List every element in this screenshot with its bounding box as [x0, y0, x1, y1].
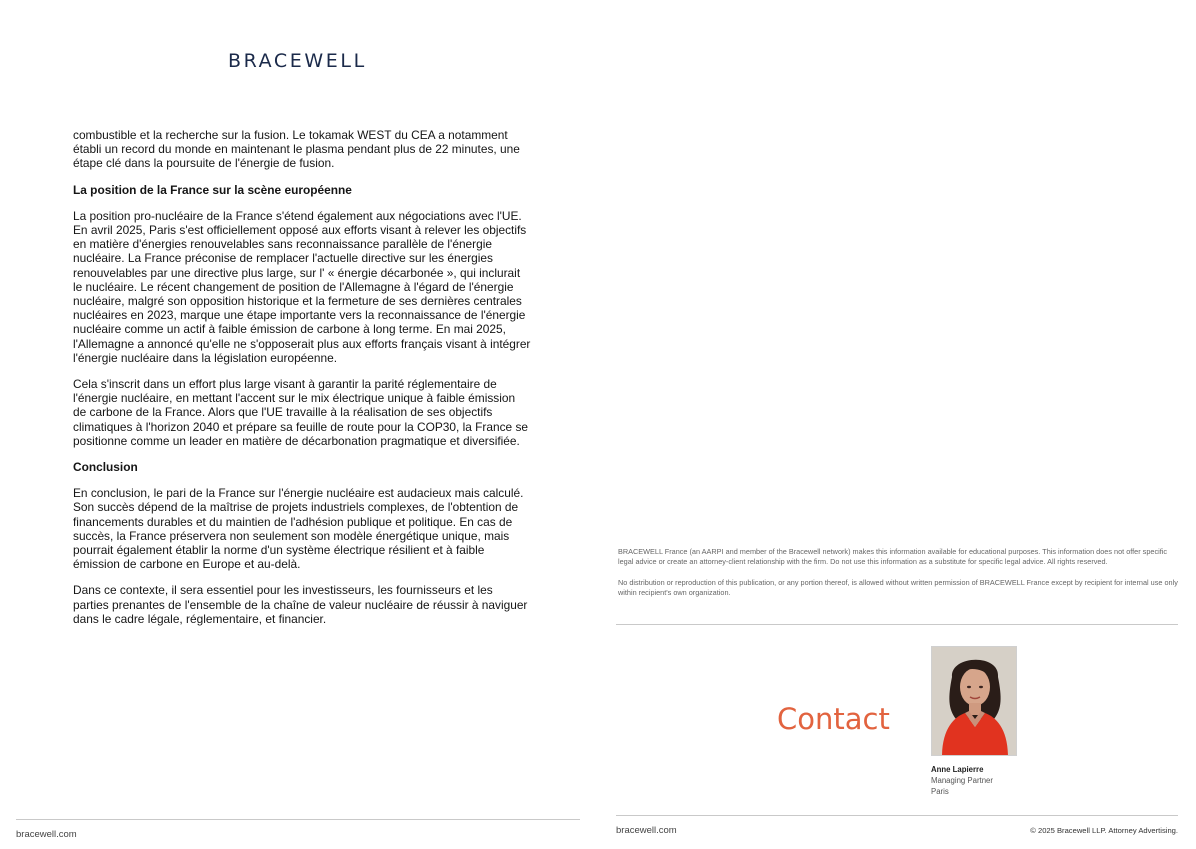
article-body: [73, 128, 531, 638]
portrait-illustration: [932, 647, 1017, 756]
person-role: Managing Partner: [931, 776, 993, 785]
left-footer-divider: [16, 819, 580, 820]
person-city: Paris: [931, 787, 949, 796]
disclaimer: [618, 547, 1178, 609]
disclaimer-educational: BRACEWELL France (an AARPI and member of the Bracewell network) makes this information available for educational purposes. This information does not offer specific legal advice or create an attorney-client relationship with the firm. Do not use this information as a substitute for specific legal advice. All rights reserved.: [618, 547, 1168, 567]
paragraph-intro: combustible et la recherche sur la fusion. Le tokamak WEST du CEA a notamment établi un record du monde en maintenant le plasma pendant plus de 22 minutes, une étape clé dans la poursuite de l'énergie de fusion.: [73, 128, 520, 171]
right-footer-url[interactable]: bracewell.com: [616, 825, 677, 836]
right-footer-divider: [616, 815, 1178, 816]
bracewell-logo: BRACEWELL: [228, 50, 367, 72]
person-name: Anne Lapierre: [931, 765, 984, 774]
contact-heading: Contact: [777, 702, 890, 736]
paragraph-eu-position: La position pro-nucléaire de la France s'étend également aux négociations avec l'UE. En avril 2025, Paris s'est officiellement opposé aux efforts visant à relever les objectifs en matière d'énergies renouvelables sans reconnaissance parallèle de l'énergie nucléaire. La France préconise de remplacer l'actuelle directive sur les énergies renouvelables par une directive plus large, sur l' « énergie décarbonée », qui inclurait le nucléaire. Le récent changement de position de l'Allemagne à l'égard de l'énergie nucléaire, malgré son opposition historique et la fermeture de ses dernières centrales nucléaires en 2023, marque une étape importante vers la reconnaissance de l'énergie nucléaire comme un actif à faible émission de carbone à long terme. En mai 2025, l'Allemagne a annoncé qu'elle ne s'opposerait plus aux efforts français visant à intégrer l'énergie nucléaire dans la législation européenne.: [73, 208, 531, 365]
person-photo: [931, 646, 1017, 756]
disclaimer-distribution: No distribution or reproduction of this publication, or any portion thereof, is allowed without written permission of BRACEWELL France except by recipient for internal use only within recipient's own organization.: [618, 577, 1178, 598]
paragraph-conclusion: En conclusion, le pari de la France sur l'énergie nucléaire est audacieux mais calculé. Son succès dépend de la maîtrise de projets industriels complexes, de l'obtention de financements durables et du maintien de l'adhésion publique et politique. En cas de succès, la France préservera non seulement son modèle énergétique unique, mais pourrait également établir la norme d'un système électrique résilient et à faible émission de carbone en Europe et au-delà.: [73, 486, 524, 572]
section-heading-conclusion: Conclusion: [73, 460, 138, 475]
contact-divider: [616, 624, 1178, 625]
right-page: [598, 0, 1196, 849]
copyright-notice: © 2025 Bracewell LLP. Attorney Advertising.: [1030, 826, 1178, 835]
section-heading-europe: La position de la France sur la scène européenne: [73, 182, 352, 197]
paragraph-regulatory-parity: Cela s'inscrit dans un effort plus large visant à garantir la parité réglementaire de l'énergie nucléaire, en mettant l'accent sur le mix électrique unique à faible émission de carbone de la France. Alors que l'UE travaille à la réalisation de ses objectifs climatiques à l'horizon 2040 et prépare sa feuille de route pour la COP30, la France se positionne comme un leader en matière de décarbonation pragmatique et diversifiée.: [73, 377, 529, 448]
paragraph-context: Dans ce contexte, il sera essentiel pour les investisseurs, les fournisseurs et les parties prenantes de l'ensemble de la chaîne de valeur nucléaire de réussir à naviguer dans le cadre légale, réglementaire, et financier.: [73, 583, 528, 626]
left-footer-url[interactable]: bracewell.com: [16, 829, 77, 840]
